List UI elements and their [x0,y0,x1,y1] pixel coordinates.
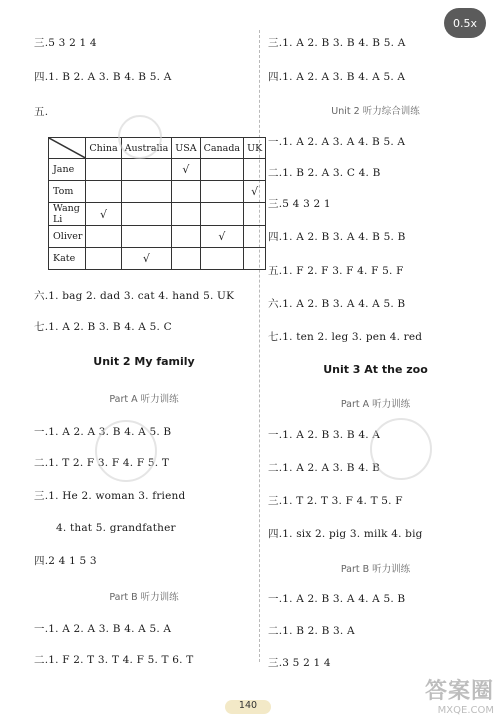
answer-line: 三.1. T 2. T 3. F 4. T 5. F [268,495,403,507]
table-cell [121,181,172,203]
answer-line: 二.1. T 2. F 3. F 4. F 5. T [34,457,170,469]
watermark-title: 答案圈 [424,679,494,704]
answer-line: 三.1. He 2. woman 3. friend [34,490,186,502]
table-cell [86,248,121,270]
part-title: Part B 听力训练 [109,592,179,603]
section-label: 五. [34,106,49,118]
table-header-cell: Australia [121,138,172,159]
table-cell [121,226,172,248]
answer-line: 二.1. F 2. T 3. T 4. F 5. T 6. T [34,654,194,666]
table-header-cell: Canada [200,138,243,159]
table-name-cell: Oliver [49,226,86,248]
table-cell: √ [200,226,243,248]
answer-line: 三.5 3 2 1 4 [34,37,97,49]
table-name-cell: Tom [49,181,86,203]
answer-line: 一.1. A 2. A 3. B 4. A 5. B [34,426,172,438]
table-header-cell: UK [244,138,266,159]
table-cell: √ [121,248,172,270]
answer-line: 四.1. A 2. A 3. B 4. A 5. A [268,71,406,83]
stamp-icon [118,115,162,159]
table-row [49,159,266,181]
table-cell [200,181,243,203]
part-title: Part A 听力训练 [109,394,179,405]
table-row [49,203,266,226]
zoom-level-button[interactable]: 0.5x [444,8,486,38]
answer-line: 二.1. B 2. A 3. C 4. B [268,167,381,179]
answer-line: 4. that 5. grandfather [56,522,176,534]
part-title: Part B 听力训练 [340,564,411,575]
answer-line: 四.1. B 2. A 3. B 4. B 5. A [34,71,172,83]
answer-line: 六.1. A 2. B 3. A 4. A 5. B [268,298,406,310]
answer-line: 三.1. A 2. B 3. B 4. B 5. A [268,37,406,49]
unit-title: Unit 2 My family [93,355,195,368]
table-cell [86,226,121,248]
answer-line: 七.1. A 2. B 3. B 4. A 5. C [34,321,172,333]
answer-line: 五.1. F 2. F 3. F 4. F 5. F [268,265,404,277]
answer-line: 二.1. B 2. B 3. A [268,625,355,637]
table-cell [244,159,266,181]
answer-line: 四.2 4 1 5 3 [34,555,97,567]
answer-line: 四.1. six 2. pig 3. milk 4. big [268,528,423,540]
table-cell [200,248,243,270]
country-answer-table [48,137,266,270]
table-row [49,226,266,248]
table-name-cell: Wang Li [49,203,86,226]
table-cell [86,181,121,203]
watermark-url: MXQE.COM [437,705,494,716]
table-row [49,248,266,270]
answer-line: 一.1. A 2. B 3. B 4. A [268,429,381,441]
column-divider [259,30,260,662]
stamp-icon [370,418,432,480]
part-title: Unit 2 听力综合训练 [331,106,420,117]
answer-line: 一.1. A 2. A 3. B 4. A 5. A [34,623,172,635]
page-number: 140 [225,700,271,714]
answer-line: 一.1. A 2. B 3. A 4. A 5. B [268,593,406,605]
diagonal-line-icon [49,138,85,158]
table-header-cell: China [86,138,121,159]
table-cell [172,248,200,270]
table-header-cell: USA [172,138,200,159]
table-cell [244,203,266,226]
answer-line: 三.3 5 2 1 4 [268,657,331,669]
table-cell [172,226,200,248]
table-cell [172,203,200,226]
table-cell: √ [86,203,121,226]
answer-line: 四.1. A 2. B 3. A 4. B 5. B [268,231,406,243]
answer-line: 二.1. A 2. A 3. B 4. B [268,462,381,474]
answer-line: 一.1. A 2. A 3. A 4. B 5. A [268,136,406,148]
table-cell: √ [172,159,200,181]
table-corner-cell [49,138,86,159]
table-name-cell: Kate [49,248,86,270]
table-cell [121,159,172,181]
watermark-logo [425,674,494,716]
table-cell: √ [244,181,266,203]
table-cell [244,248,266,270]
table-cell [244,226,266,248]
table-name-cell: Jane [49,159,86,181]
table-row [49,181,266,203]
table-cell [200,203,243,226]
stamp-icon [95,420,157,482]
answer-line: 三.5 4 3 2 1 [268,198,331,210]
unit-title: Unit 3 At the zoo [323,363,428,376]
table-cell [200,159,243,181]
table-cell [86,159,121,181]
answer-line: 六.1. bag 2. dad 3. cat 4. hand 5. UK [34,290,235,302]
table-cell [121,203,172,226]
table-cell [172,181,200,203]
answer-line: 七.1. ten 2. leg 3. pen 4. red [268,331,423,343]
part-title: Part A 听力训练 [340,399,411,410]
